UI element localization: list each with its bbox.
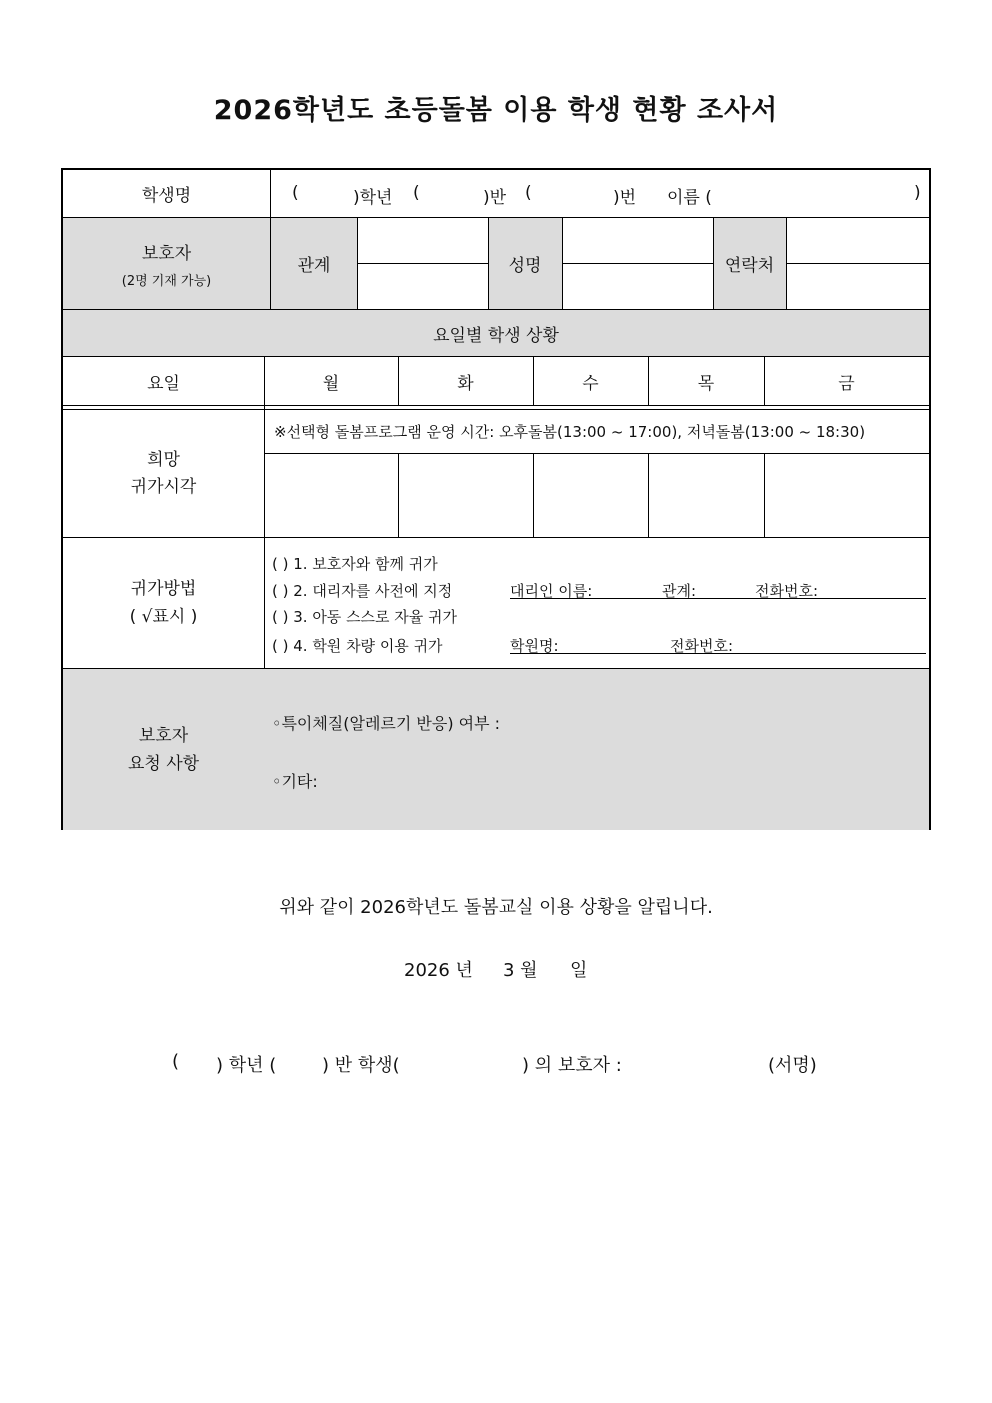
day-mon: 월 — [322, 373, 340, 394]
academy-phone-field[interactable]: 전화번호: — [670, 637, 734, 655]
sign-class-field[interactable]: ) 반 학생( — [322, 1055, 400, 1076]
page-title: 2026학년도 초등돌봄 이용 학생 현황 조사서 — [213, 95, 779, 126]
date-year: 2026 년 — [404, 960, 473, 981]
student-grade-field[interactable]: )학년 — [353, 188, 393, 208]
student-number-field[interactable]: )번 — [613, 188, 637, 208]
day-tue: 화 — [457, 373, 474, 394]
return-time-fri-input[interactable] — [765, 454, 929, 537]
guardian2-relation-input[interactable] — [358, 264, 487, 308]
return-time-thu-input[interactable] — [649, 454, 764, 537]
days-label: 요일 — [147, 373, 180, 394]
day-fri: 금 — [838, 373, 855, 394]
return-time-tue-input[interactable] — [399, 454, 533, 537]
return-time-label-1: 희망 — [147, 449, 180, 470]
guardian-label: 보호자 — [141, 243, 192, 264]
guardian1-contact-input[interactable] — [787, 219, 929, 262]
requests-label-2: 요청 사항 — [127, 753, 200, 774]
return-option-3[interactable]: ( ) 3. 아동 스스로 자율 귀가 — [272, 608, 458, 626]
student-name-field[interactable]: 이름 ( — [667, 188, 712, 208]
program-time-notice: ※선택형 돌봄프로그램 운영 시간: 오후돌봄(13:00 ~ 17:00), 저녁돌봄(13:00 ~ 18:30) — [274, 423, 866, 441]
survey-form — [61, 168, 931, 830]
student-paren-1: ( — [292, 183, 299, 203]
date-day[interactable]: 일 — [570, 960, 588, 981]
sign-grade-field[interactable]: ) 학년 ( — [216, 1055, 277, 1076]
other-request-field[interactable]: ◦기타: — [272, 772, 318, 791]
guardian2-contact-input[interactable] — [787, 264, 929, 308]
sign-paren-open: ( — [172, 1051, 180, 1072]
return-time-mon-input[interactable] — [265, 454, 398, 537]
requests-label-1: 보호자 — [138, 725, 189, 746]
guardian1-relation-input[interactable] — [358, 219, 487, 262]
day-thu: 목 — [697, 373, 715, 394]
student-label: 학생명 — [141, 186, 192, 206]
date-month: 3 월 — [503, 960, 538, 981]
day-wed: 수 — [582, 373, 599, 394]
signature-field[interactable]: (서명) — [768, 1055, 817, 1076]
allergy-field[interactable]: ◦특이체질(알레르기 반응) 여부 : — [272, 714, 501, 733]
proxy-relation-field[interactable]: 관계: — [662, 582, 697, 600]
return-time-label-2: 귀가시각 — [130, 476, 197, 497]
academy-name-field[interactable]: 학원명: — [510, 637, 559, 655]
student-class-field[interactable]: )반 — [483, 188, 507, 208]
proxy-name-field[interactable]: 대리인 이름: — [510, 582, 593, 600]
student-paren-close: ) — [914, 183, 921, 203]
footer-statement: 위와 같이 2026학년도 돌봄교실 이용 상황을 알립니다. — [279, 897, 713, 918]
return-option-1[interactable]: ( ) 1. 보호자와 함께 귀가 — [272, 555, 438, 573]
guardian-contact-label: 연락처 — [713, 218, 786, 309]
guardian-name-label: 성명 — [488, 218, 562, 309]
return-time-wed-input[interactable] — [534, 454, 648, 537]
student-paren-2: ( — [413, 183, 420, 203]
guardian-relation-label: 관계 — [271, 218, 357, 309]
return-option-4[interactable]: ( ) 4. 학원 차량 이용 귀가 — [272, 637, 443, 655]
return-method-label-2: ( √표시 ) — [129, 607, 198, 627]
return-method-label-1: 귀가방법 — [130, 579, 197, 599]
guardian1-name-input[interactable] — [563, 219, 712, 262]
student-paren-3: ( — [525, 183, 532, 203]
sign-guardian-field[interactable]: ) 의 보호자 : — [522, 1055, 622, 1076]
weekly-header: 요일별 학생 상황 — [63, 310, 929, 356]
guardian-note: (2명 기재 가능) — [121, 273, 212, 289]
proxy-phone-field[interactable]: 전화번호: — [755, 582, 819, 600]
return-option-2[interactable]: ( ) 2. 대리자를 사전에 지정 — [272, 582, 453, 600]
guardian2-name-input[interactable] — [563, 264, 712, 308]
